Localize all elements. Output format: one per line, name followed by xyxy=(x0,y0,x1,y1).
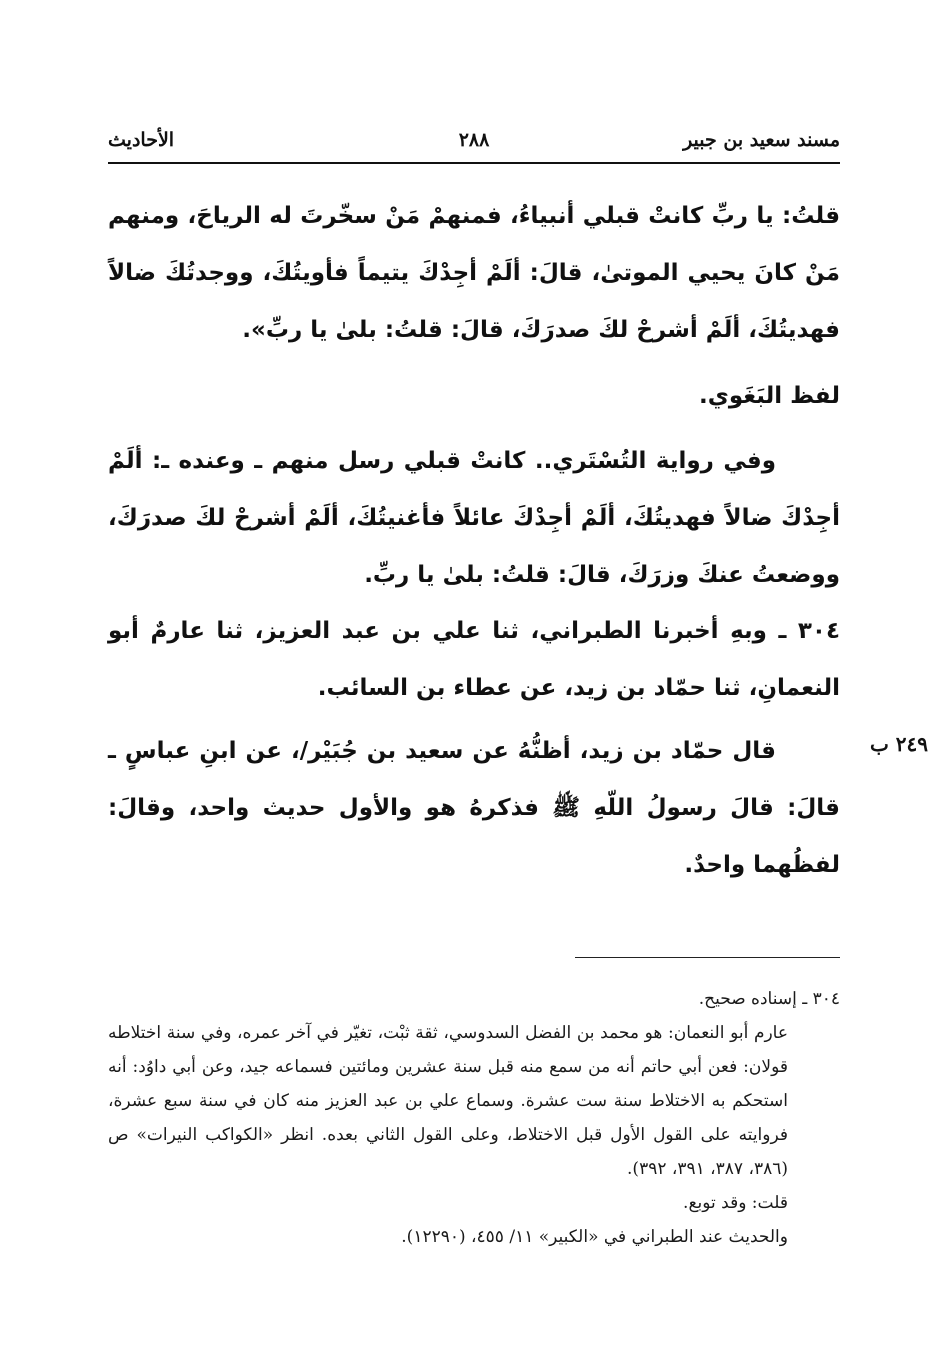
paragraph-3 xyxy=(108,433,840,604)
book-title: مسند سعيد بن جبير xyxy=(683,129,840,151)
manuscript-folio-note: ٢٤٩ ب xyxy=(869,732,928,756)
paragraph-2 xyxy=(699,368,840,425)
page-number: ٢٨٨ xyxy=(458,129,490,151)
header-rule xyxy=(108,162,840,164)
footnote-qult: قلت: وقد توبع. xyxy=(683,1193,788,1213)
section-title: الأحاديث xyxy=(108,129,175,151)
paragraph-1 xyxy=(108,188,840,359)
paragraph-5-text: قال حمّاد بن زيد، أظنُّهُ عن سعيد بن جُبَيْر/، عن ابنِ عباسٍ ـ قالَ: قالَ رسولُ اللّهِ ﷺ فذكرهُ هو والأول حديث واحد، وقالَ: لفظُهما واحدٌ. xyxy=(108,738,840,878)
paragraph-3-text: وفي رواية التُسْتَري.. كانتْ قبلي رسل منهم ـ وعنده ـ: ألَمْ أجِدْكَ ضالاً فهديتُكَ، ألَمْ أجِدْكَ عائلاً فأغنيتُكَ، ألَمْ أشرحْ لكَ صدرَكَ، ووضعتُ عنكَ وزرَكَ، قالَ: قلتُ: بلىٰ يا ربِّ. xyxy=(108,448,840,588)
footnotes xyxy=(108,982,840,1254)
paragraph-2-text: لفظ البَغَوي. xyxy=(699,383,840,409)
paragraph-5 xyxy=(108,723,840,894)
running-header xyxy=(108,125,840,161)
footnote-hadith-ref: والحديث عند الطبراني في «الكبير» ١١/ ٤٥٥، (١٢٢٩٠). xyxy=(401,1227,788,1247)
footnote-rule xyxy=(575,957,840,958)
hadith-304-chain xyxy=(108,603,840,717)
footnote-head: ٣٠٤ ـ إسناده صحيح. xyxy=(698,989,840,1009)
paragraph-1-text: قلتُ: يا ربِّ كانتْ قبلي أنبياءُ، فمنهمْ مَنْ سخّرتَ له الرياحَ، ومنهم مَنْ كانَ يحيي الموتىٰ، قالَ: ألَمْ أجِدْكَ يتيماً فأويتُكَ، ووجدتُكَ ضالاً فهديتُكَ، ألَمْ أشرحْ لكَ صدرَكَ، قالَ: قلتُ: بلىٰ يا ربِّ». xyxy=(108,203,840,343)
footnote-body: عارم أبو النعمان: هو محمد بن الفضل السدوسي، ثقة ثبْت، تغيّر في آخر عمره، وفي سنة اختلاطه قولان: فعن أبي حاتم أنه من سمع منه قبل سنة عشرين ومائتين فسماعه جيد، وعن أبي داوُد: أنه استحكم به الاختلاط سنة ست عشرة. وسماع علي بن عبد العزيز منه كان في سنة سبع عشرة، فروايته على القول الأول قبل الاختلاط، وعلى القول الثاني بعده. انظر «الكواكب النيرات» ص (٣٨٦، ٣٨٧، ٣٩١، ٣٩٢). xyxy=(108,1023,788,1179)
hadith-304-text: ٣٠٤ ـ وبهِ أخبرنا الطبراني، ثنا علي بن عبد العزيز، ثنا عارمٌ أبو النعمانِ، ثنا حمّاد بن زيد، عن عطاء بن السائب. xyxy=(108,618,840,701)
